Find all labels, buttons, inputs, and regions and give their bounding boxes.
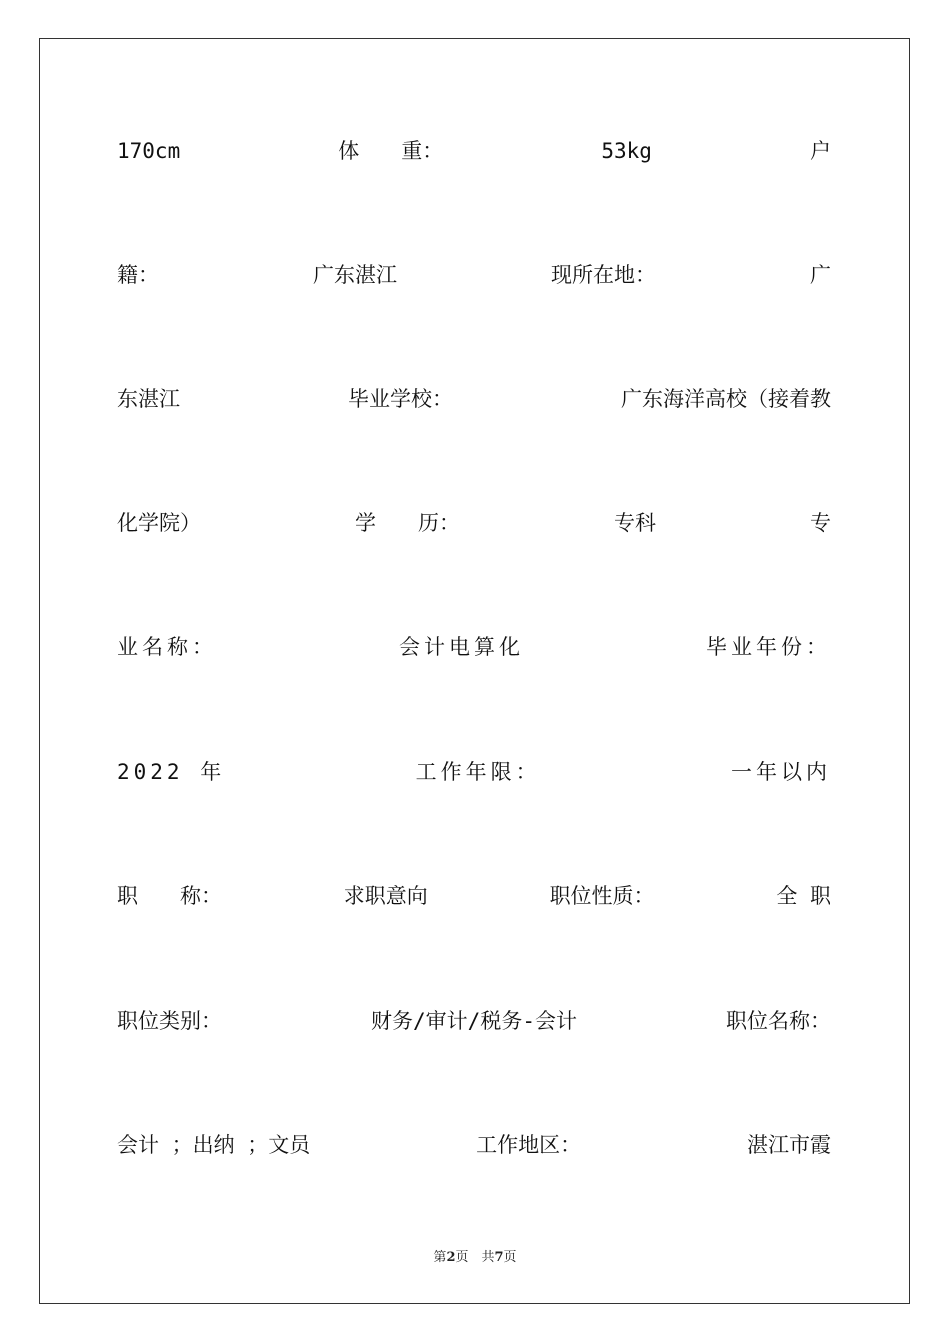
text-line-8 [117, 1006, 831, 1036]
text-cell: 工作年限： [415, 760, 541, 784]
text-cell: 专科 [614, 511, 656, 535]
text-cell: 职位类别： [117, 1009, 222, 1033]
text-line-3 [117, 384, 831, 414]
text-cell: 业名称： [117, 635, 217, 659]
footer-page-number: 2 [446, 1250, 456, 1265]
text-cell: 职位性质： [549, 884, 655, 908]
text-cell: 170cm [117, 139, 181, 163]
footer-suffix: 页 [503, 1250, 517, 1265]
text-cell: 全 职 [776, 884, 831, 908]
text-cell: 体 重： [338, 139, 444, 163]
text-cell: 会计 ；出纳 ；文员 [117, 1133, 311, 1157]
text-cell: 现所在地： [551, 263, 656, 287]
text-line-6 [117, 757, 831, 787]
text-cell: 广 [810, 263, 831, 287]
text-cell: 2022 年 [117, 760, 226, 784]
page-border [39, 38, 910, 1304]
text-cell: 毕业年份： [706, 635, 831, 659]
footer-mid: 页 共 [455, 1250, 495, 1265]
text-cell: 专 [810, 511, 831, 535]
text-cell: 53kg [601, 139, 652, 163]
text-line-9 [117, 1130, 831, 1160]
text-cell: 广东海洋高校（接着教 [621, 387, 831, 411]
text-cell: 工作地区： [476, 1133, 582, 1157]
text-line-5 [117, 632, 831, 662]
page-footer [0, 1246, 950, 1265]
footer-total-pages: 7 [494, 1250, 504, 1265]
text-line-2 [117, 260, 831, 290]
text-cell: 职 称： [117, 884, 222, 908]
footer-prefix: 第 [433, 1250, 447, 1265]
text-cell: 学 历： [355, 511, 460, 535]
text-cell: 东湛江 [117, 387, 180, 411]
text-cell: 一年以内 [731, 760, 831, 784]
text-cell: 湛江市霞 [746, 1133, 831, 1157]
text-cell: 广东湛江 [313, 263, 397, 287]
text-cell: 财务/审计/税务-会计 [371, 1009, 577, 1033]
text-line-4 [117, 508, 831, 538]
text-cell: 户 [809, 139, 831, 163]
text-line-7 [117, 881, 831, 911]
text-cell: 会计电算化 [399, 635, 524, 659]
text-cell: 职位名称： [726, 1009, 831, 1033]
text-line-1 [117, 136, 831, 166]
text-cell: 毕业学校： [348, 387, 453, 411]
text-cell: 化学院） [117, 511, 201, 535]
text-cell: 籍： [117, 263, 159, 287]
text-cell: 求职意向 [343, 884, 428, 908]
